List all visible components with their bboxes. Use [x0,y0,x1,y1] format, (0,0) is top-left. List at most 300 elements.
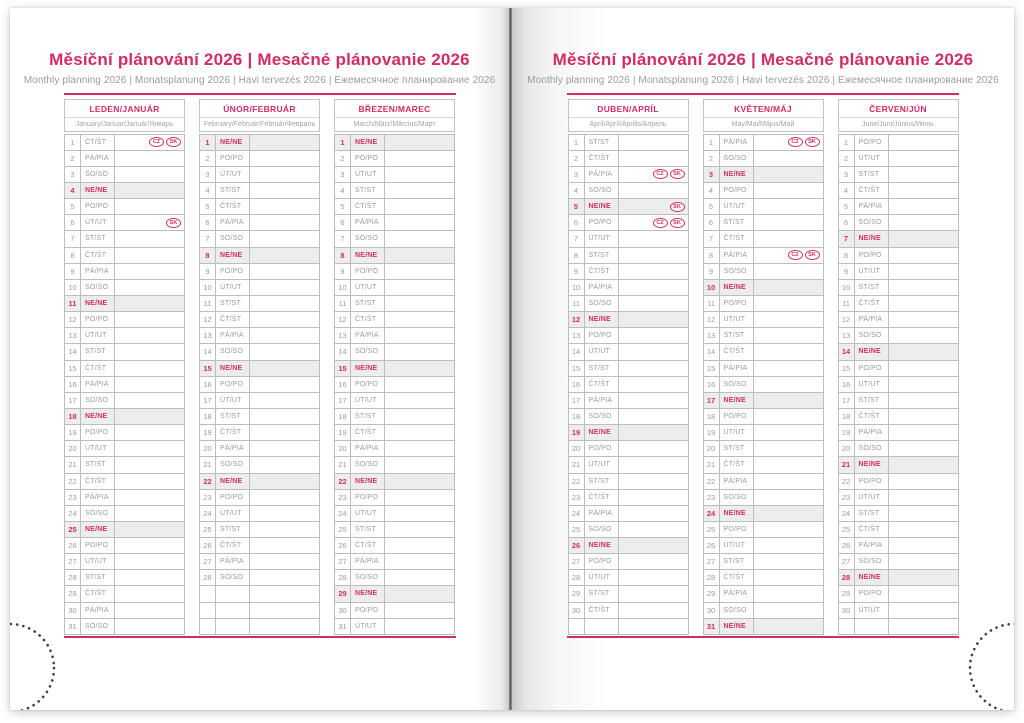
notes-cell [754,490,823,505]
day-row [569,328,688,344]
day-number: 11 [704,296,720,311]
notes-cell [385,603,454,618]
day-number: 11 [839,296,855,311]
day-abbrev: ÚT/UT [351,167,385,182]
notes-cell [250,490,319,505]
day-abbrev: ST/ST [855,506,889,521]
month-column-cerven-jun [838,99,959,635]
notes-cell [385,457,454,472]
day-grid [199,134,320,635]
day-number: 27 [200,554,216,569]
day-abbrev: ST/ST [585,586,619,601]
notes-cell [754,409,823,424]
day-abbrev: NE/NE [81,296,115,311]
notes-cell [754,328,823,343]
day-abbrev: ÚT/UT [585,457,619,472]
notes-cell [754,183,823,198]
day-row [839,441,958,457]
day-abbrev: ÚT/UT [81,554,115,569]
holiday-badge-cz: CZ [788,137,803,147]
day-row [704,344,823,360]
day-number: 24 [65,506,81,521]
page-title: Měsíční plánování 2026 | Mesačné plánovanie 2026 [49,50,470,69]
day-row [335,554,454,570]
notes-cell [754,441,823,456]
day-row [65,135,184,151]
day-row [65,490,184,506]
day-number: 5 [335,199,351,214]
notes-cell [250,393,319,408]
day-number: 30 [569,603,585,618]
day-number: 20 [569,441,585,456]
months-row [10,99,509,635]
day-number: 30 [335,603,351,618]
notes-cell [889,296,958,311]
day-abbrev [216,603,250,618]
day-number: 21 [704,457,720,472]
day-number: 15 [65,361,81,376]
notes-cell [754,619,823,634]
notes-cell [115,231,184,246]
day-abbrev [855,619,889,634]
month-languages: June/Juni/Június/Июнь [862,120,934,128]
notes-cell [619,296,688,311]
day-abbrev: NE/NE [216,474,250,489]
day-row [200,506,319,522]
notes-cell [619,183,688,198]
day-abbrev: ÚT/UT [216,506,250,521]
day-row [335,135,454,151]
day-row [839,344,958,360]
day-abbrev: ČT/ŠT [216,312,250,327]
day-abbrev [216,586,250,601]
day-row [569,167,688,183]
day-number: 7 [65,231,81,246]
day-row [704,264,823,280]
notes-cell [385,393,454,408]
day-number: 1 [839,135,855,150]
day-number: 28 [65,570,81,585]
day-row [200,280,319,296]
notes-cell [385,151,454,166]
day-number: 28 [839,570,855,585]
month-column-duben-april [568,99,689,635]
day-abbrev: PÁ/PIA [720,586,754,601]
day-number: 18 [704,409,720,424]
notes-cell [385,361,454,376]
day-row [65,231,184,247]
notes-cell [385,554,454,569]
day-number: 28 [200,570,216,585]
day-number: 27 [839,554,855,569]
notes-cell [250,619,319,634]
notes-cell [115,538,184,553]
day-row [839,231,958,247]
page-subtitle: Monthly planning 2026 | Monatsplanung 2026 | Havi tervezés 2026 | Ежемесячное планирование 2026 [23,74,496,86]
day-abbrev: PÁ/PIA [855,199,889,214]
day-row [704,312,823,328]
notes-cell [385,183,454,198]
day-row [65,603,184,619]
day-number: 23 [839,490,855,505]
day-row [569,506,688,522]
day-abbrev: ÚT/UT [720,199,754,214]
day-row [200,215,319,231]
day-row [704,231,823,247]
day-number: 10 [65,280,81,295]
day-row [704,506,823,522]
notes-cell [754,296,823,311]
notes-cell [385,425,454,440]
day-number: 8 [200,248,216,263]
day-abbrev: SO/SO [855,441,889,456]
day-number: 2 [65,151,81,166]
day-number: 1 [65,135,81,150]
day-abbrev: PÁ/PIA [81,603,115,618]
notes-cell [250,248,319,263]
notes-cell [889,199,958,214]
holiday-badge-cz: CZ [149,137,164,147]
day-abbrev: ÚT/UT [720,425,754,440]
notes-cell [385,296,454,311]
day-row [335,361,454,377]
day-number: 22 [569,474,585,489]
day-row [839,554,958,570]
day-number: 12 [569,312,585,327]
day-number: 8 [335,248,351,263]
notes-cell [619,603,688,618]
day-row [704,215,823,231]
day-row [200,522,319,538]
day-number: 17 [704,393,720,408]
day-number: 19 [335,425,351,440]
day-number: 11 [65,296,81,311]
day-row [335,393,454,409]
page-curl-dots-left [10,622,56,710]
day-abbrev: ČT/ŠT [216,538,250,553]
day-number: 26 [335,538,351,553]
day-number: 13 [200,328,216,343]
day-grid [568,134,689,635]
day-row [569,296,688,312]
notes-cell [115,151,184,166]
day-abbrev: ÚT/UT [585,344,619,359]
day-row [200,151,319,167]
day-number: 16 [200,377,216,392]
notes-cell [619,264,688,279]
notes-cell [889,522,958,537]
day-row [200,570,319,586]
day-abbrev: ST/ST [216,409,250,424]
day-row [65,151,184,167]
notes-cell [385,328,454,343]
day-abbrev: ČT/ŠT [720,344,754,359]
day-number: 11 [200,296,216,311]
day-row [200,361,319,377]
notes-cell [385,264,454,279]
notes-cell [115,409,184,424]
day-abbrev: PÁ/PIA [351,215,385,230]
day-number: 3 [839,167,855,182]
holiday-badge-sk: SK [805,250,820,260]
notes-cell [115,474,184,489]
day-row [569,361,688,377]
day-abbrev: NE/NE [351,248,385,263]
notes-cell [619,619,688,634]
notes-cell [385,490,454,505]
day-row [335,457,454,473]
month-header [838,99,959,132]
notes-cell [754,393,823,408]
day-abbrev: SO/SO [351,570,385,585]
notes-cell [385,248,454,263]
day-row [200,393,319,409]
day-abbrev: PO/PO [216,151,250,166]
day-abbrev: NE/NE [585,425,619,440]
day-abbrev: ČT/ŠT [351,199,385,214]
month-header [334,99,455,132]
day-number: 1 [569,135,585,150]
notes-cell [385,409,454,424]
day-abbrev: ČT/ŠT [585,151,619,166]
day-row [65,296,184,312]
day-row [704,409,823,425]
day-row [839,506,958,522]
day-row [569,183,688,199]
notes-cell [754,522,823,537]
notes-cell [115,441,184,456]
notes-cell [754,264,823,279]
notes-cell [250,344,319,359]
day-row [569,264,688,280]
day-number: 14 [839,344,855,359]
day-abbrev: NE/NE [585,538,619,553]
notes-cell [889,344,958,359]
day-number: 2 [335,151,351,166]
day-abbrev: SO/SO [585,296,619,311]
day-abbrev: PÁ/PIA [81,490,115,505]
notes-cell [754,248,823,263]
day-abbrev: PÁ/PIA [855,425,889,440]
day-row [65,183,184,199]
day-row [839,603,958,619]
notes-cell [889,393,958,408]
day-row [335,199,454,215]
day-row [335,167,454,183]
day-number: 4 [65,183,81,198]
day-row [335,231,454,247]
day-row [335,586,454,602]
day-abbrev: PÁ/PIA [351,328,385,343]
day-abbrev: NE/NE [216,361,250,376]
day-abbrev: NE/NE [585,312,619,327]
month-languages: April/Apríl/Április/Апрель [589,120,667,128]
notes-cell [754,199,823,214]
day-number: 25 [335,522,351,537]
day-number: 2 [704,151,720,166]
day-number: 17 [569,393,585,408]
day-row [200,167,319,183]
notes-cell [619,586,688,601]
notes-cell [385,441,454,456]
day-number: 10 [839,280,855,295]
day-number [569,619,585,634]
notes-cell [754,361,823,376]
day-grid [64,134,185,635]
notes-cell [889,231,958,246]
notes-cell [754,603,823,618]
day-row [200,474,319,490]
day-number: 15 [200,361,216,376]
day-abbrev [585,619,619,634]
notes-cell [619,344,688,359]
day-row [569,312,688,328]
notes-cell [385,135,454,150]
day-row [65,215,184,231]
day-number: 18 [839,409,855,424]
day-number: 29 [569,586,585,601]
notes-cell [115,619,184,634]
day-row [704,135,823,151]
day-number: 11 [335,296,351,311]
day-abbrev: SO/SO [720,264,754,279]
notes-cell [619,151,688,166]
day-row [569,199,688,215]
title-rule [567,93,959,95]
day-row [65,619,184,635]
day-number: 6 [200,215,216,230]
day-row [200,328,319,344]
day-number: 9 [65,264,81,279]
day-number: 13 [65,328,81,343]
notes-cell [250,377,319,392]
day-row [704,522,823,538]
day-number: 28 [704,570,720,585]
day-number: 30 [839,603,855,618]
notes-cell [115,361,184,376]
day-number: 26 [65,538,81,553]
day-row [65,441,184,457]
day-abbrev: ČT/ŠT [720,231,754,246]
notes-cell [754,167,823,182]
day-number: 17 [335,393,351,408]
day-row [569,344,688,360]
day-row [704,151,823,167]
day-row [569,554,688,570]
day-number: 23 [65,490,81,505]
day-abbrev: NE/NE [351,135,385,150]
notes-cell [889,167,958,182]
day-number: 12 [704,312,720,327]
day-row [65,425,184,441]
notes-cell [115,215,184,230]
notes-cell [754,474,823,489]
day-number: 3 [704,167,720,182]
day-number: 7 [335,231,351,246]
notes-cell [619,377,688,392]
day-abbrev: PÁ/PIA [585,506,619,521]
notes-cell [250,538,319,553]
notes-cell [889,603,958,618]
day-abbrev: ST/ST [855,280,889,295]
day-number: 21 [839,457,855,472]
day-abbrev: ÚT/UT [855,264,889,279]
day-row [839,151,958,167]
day-row [200,377,319,393]
notes-cell [754,231,823,246]
day-row [569,377,688,393]
day-number: 10 [200,280,216,295]
day-abbrev: ST/ST [351,296,385,311]
day-row [569,215,688,231]
day-abbrev: SO/SO [720,151,754,166]
day-abbrev: ČT/ŠT [585,490,619,505]
day-abbrev: ST/ST [585,135,619,150]
day-row [839,264,958,280]
month-header [64,99,185,132]
month-name: DUBEN/APRÍL [569,100,688,118]
day-number: 5 [704,199,720,214]
notes-cell [889,586,958,601]
day-abbrev: SO/SO [351,344,385,359]
day-abbrev: ČT/ŠT [351,312,385,327]
day-abbrev: ST/ST [81,231,115,246]
day-number: 3 [335,167,351,182]
day-abbrev: ST/ST [216,522,250,537]
day-number: 10 [704,280,720,295]
day-abbrev: ČT/ŠT [855,183,889,198]
notes-cell [115,377,184,392]
day-row [65,570,184,586]
notes-cell [115,183,184,198]
day-number: 12 [335,312,351,327]
notes-cell [250,167,319,182]
notes-cell [250,554,319,569]
day-abbrev: SO/SO [81,393,115,408]
notes-cell [754,280,823,295]
day-row [704,248,823,264]
day-abbrev: ÚT/UT [720,312,754,327]
day-abbrev: SO/SO [81,167,115,182]
day-abbrev: PÁ/PIA [720,135,754,150]
month-name: BŘEZEN/MAREC [335,100,454,118]
day-abbrev: SO/SO [81,506,115,521]
day-abbrev: NE/NE [720,619,754,634]
day-abbrev: SO/SO [216,344,250,359]
day-abbrev: SO/SO [216,570,250,585]
day-abbrev: NE/NE [351,361,385,376]
day-number: 23 [704,490,720,505]
day-row [200,603,319,619]
notes-cell [889,280,958,295]
day-abbrev: ČT/ŠT [351,538,385,553]
day-number: 15 [335,361,351,376]
day-number: 31 [65,619,81,634]
day-row [200,554,319,570]
notes-cell [889,328,958,343]
day-row [65,474,184,490]
day-number: 6 [65,215,81,230]
day-row [200,248,319,264]
day-abbrev: ST/ST [81,570,115,585]
day-abbrev: NE/NE [216,248,250,263]
day-row [200,231,319,247]
notes-cell [754,570,823,585]
notes-cell [619,199,688,214]
bottom-rule [567,636,959,638]
month-languages: May/Mai/Május/Май [731,120,795,128]
day-row [335,441,454,457]
